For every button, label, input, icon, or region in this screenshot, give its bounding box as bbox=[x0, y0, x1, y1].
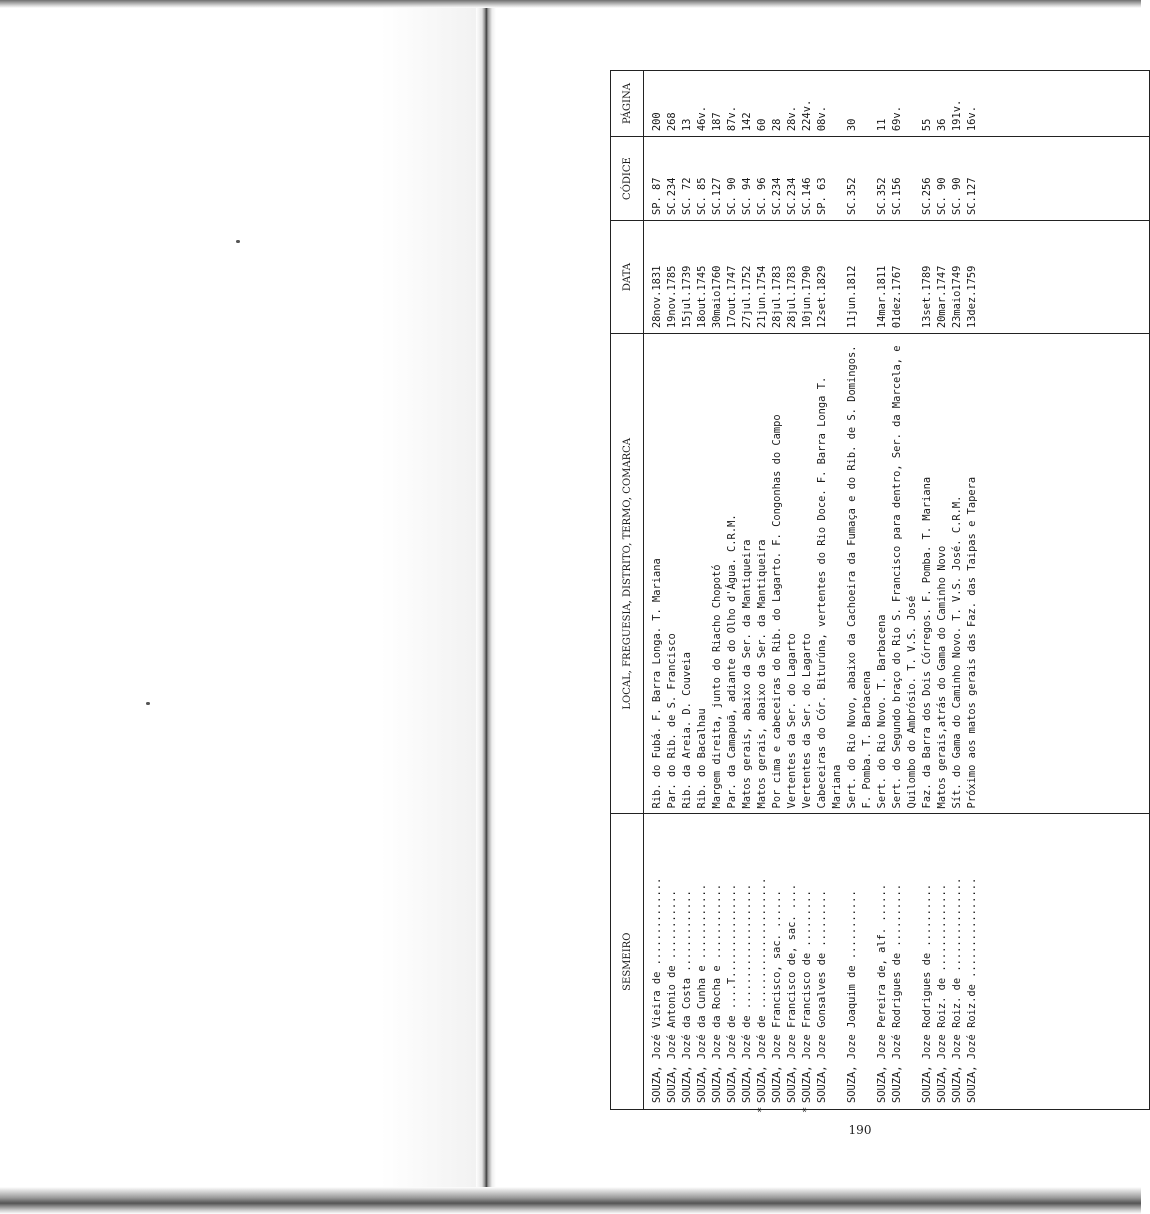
cell-codice: SC. 90 bbox=[935, 137, 950, 221]
cell-codice: SC.234 bbox=[770, 137, 785, 221]
cell-pagina: 187 bbox=[710, 71, 725, 137]
cell-pagina: 13 bbox=[680, 71, 695, 137]
cell-local: Cabeceiras do Cór. Biturúna, vertentes do Rio Doce. F. Barra Longa T. Mariana bbox=[815, 334, 845, 814]
filler-cell bbox=[980, 334, 1150, 814]
sesmeiro-text: SOUZA, Joze Francisco de ......... bbox=[801, 890, 813, 1103]
cell-codice: SC. 90 bbox=[950, 137, 965, 221]
cell-sesmeiro bbox=[770, 814, 785, 1110]
sesmeiro-text: SOUZA, Jozé Roiz.de ................ bbox=[966, 877, 978, 1103]
cell-local: Matos gerais,atrás do Gama do Caminho Novo bbox=[935, 334, 950, 814]
cell-sesmeiro bbox=[680, 814, 695, 1110]
row-asterisk-mark: * bbox=[801, 1106, 813, 1113]
cell-local: Matos gerais, abaixo da Ser. da Mantiqueira bbox=[740, 334, 755, 814]
filler-cell bbox=[980, 71, 1150, 137]
cell-local: Sít. do Gama do Caminho Novo. T. V.S. José. C.R.M. bbox=[950, 334, 965, 814]
cell-sesmeiro bbox=[740, 814, 755, 1110]
cell-data: 28jul.1783 bbox=[770, 221, 785, 334]
cell-sesmeiro bbox=[800, 814, 815, 1113]
cell-data: 10jun.1790 bbox=[800, 221, 815, 334]
header-sesmeiro: SESMEIRO bbox=[611, 814, 644, 1110]
scan-bottom-edge bbox=[0, 1187, 1141, 1214]
sesmeiro-text: SOUZA, Joze Roiz. de ............... bbox=[951, 877, 963, 1103]
cell-codice: SC.146 bbox=[800, 137, 815, 221]
sesmeiro-text: SOUZA, Jozé Vieira de .............. bbox=[651, 877, 663, 1103]
cell-local: Sert. do Rio Novo, abaixo da Cachoeira da Fumaça e do Rib. de S. Domingos. F. Pomba. T. Barbacena bbox=[845, 334, 875, 814]
cell-pagina: 46v. bbox=[695, 71, 710, 137]
cell-local: Por cima e cabeceiras do Rib. do Lagarto. F. Congonhas do Campo bbox=[770, 334, 785, 814]
table-filler-row bbox=[980, 71, 1150, 1110]
cell-sesmeiro bbox=[935, 814, 950, 1110]
sesmeiro-text: SOUZA, Joze da Rocha e ............ bbox=[711, 884, 723, 1103]
cell-codice: SC. 96 bbox=[755, 137, 770, 221]
sesmeiro-text: SOUZA, Jozé de .................... bbox=[741, 884, 753, 1103]
cell-data: 01dez.1767 bbox=[890, 221, 920, 334]
cell-data: 12set.1829 bbox=[815, 221, 845, 334]
cell-pagina: 55 bbox=[920, 71, 935, 137]
sesmeiro-text: SOUZA, Joze Francisco, sac. ...... bbox=[771, 890, 783, 1103]
scan-top-edge bbox=[0, 0, 1141, 8]
cell-pagina: 69v. bbox=[890, 71, 920, 137]
table-row bbox=[755, 71, 770, 1110]
cell-local: Faz. da Barra dos Dois Córregos. F. Pomba. T. Mariana bbox=[920, 334, 935, 814]
cell-sesmeiro bbox=[875, 814, 890, 1110]
cell-codice: SC.127 bbox=[710, 137, 725, 221]
cell-local: Vertentes da Ser. do Lagarto bbox=[785, 334, 800, 814]
sesmarias-table-rotated bbox=[610, 70, 1150, 1113]
cell-data: 13dez.1759 bbox=[965, 221, 980, 334]
cell-pagina: 60 bbox=[755, 71, 770, 137]
table-row bbox=[644, 71, 666, 1110]
sesmeiro-text: SOUZA, Joze Roiz. de .............. bbox=[936, 884, 948, 1103]
table-row bbox=[815, 71, 845, 1110]
sesmeiro-text: SOUZA, Jozé de ....T............... bbox=[726, 884, 738, 1103]
sesmeiro-text: SOUZA, Jozé da Cunha e ............ bbox=[696, 884, 708, 1103]
table-row bbox=[680, 71, 695, 1110]
cell-data: 27jul.1752 bbox=[740, 221, 755, 334]
cell-sesmeiro bbox=[695, 814, 710, 1110]
cell-codice: SC. 90 bbox=[725, 137, 740, 221]
sesmeiro-text: SOUZA, Joze Joaquim de ........... bbox=[846, 890, 858, 1103]
table-body bbox=[644, 71, 1150, 1113]
cell-sesmeiro bbox=[755, 814, 770, 1113]
sesmeiro-text: SOUZA, Jozé Rodrigues de .......... bbox=[891, 884, 903, 1103]
cell-sesmeiro bbox=[725, 814, 740, 1110]
cell-sesmeiro bbox=[785, 814, 800, 1110]
row-asterisk-mark: * bbox=[756, 1106, 768, 1113]
scan-speck bbox=[146, 702, 150, 705]
cell-pagina: 268 bbox=[665, 71, 680, 137]
scan-speck bbox=[236, 240, 240, 243]
cell-data: 14mar.1811 bbox=[875, 221, 890, 334]
table-row bbox=[665, 71, 680, 1110]
cell-sesmeiro bbox=[950, 814, 965, 1110]
filler-cell bbox=[980, 221, 1150, 334]
cell-pagina: 16v. bbox=[965, 71, 980, 137]
cell-pagina: 200 bbox=[644, 71, 666, 137]
sesmeiro-text: SOUZA, Joze Francisco de, sac. .... bbox=[786, 884, 798, 1103]
header-pagina: PÁGINA bbox=[611, 71, 644, 137]
cell-sesmeiro bbox=[710, 814, 725, 1110]
cell-pagina: 142 bbox=[740, 71, 755, 137]
header-codice: CÓDICE bbox=[611, 137, 644, 221]
cell-data: 17out.1747 bbox=[725, 221, 740, 334]
page-number: 190 bbox=[848, 1123, 872, 1137]
cell-codice: SC.127 bbox=[965, 137, 980, 221]
sesmeiro-text: SOUZA, Joze Pereira de, alf. ...... bbox=[876, 884, 888, 1103]
cell-data: 23maio1749 bbox=[950, 221, 965, 334]
sesmeiro-text: SOUZA, Jozé de ..................... bbox=[756, 877, 768, 1103]
table-row bbox=[845, 71, 875, 1110]
cell-data: 21jun.1754 bbox=[755, 221, 770, 334]
cell-codice: SC. 85 bbox=[695, 137, 710, 221]
cell-codice: SP. 63 bbox=[815, 137, 845, 221]
cell-data: 20mar.1747 bbox=[935, 221, 950, 334]
table-row bbox=[740, 71, 755, 1110]
cell-local: Próximo aos matos gerais das Faz. das Taipas e Tapera bbox=[965, 334, 980, 814]
cell-local: Par. do Rib. de S. Francisco bbox=[665, 334, 680, 814]
filler-cell bbox=[980, 137, 1150, 221]
cell-data: 11jun.1812 bbox=[845, 221, 875, 334]
cell-sesmeiro bbox=[815, 814, 845, 1110]
cell-sesmeiro bbox=[665, 814, 680, 1110]
header-local: LOCAL, FREGUESIA, DISTRITO, TERMO, COMARCA bbox=[611, 334, 644, 814]
table-row bbox=[920, 71, 935, 1110]
cell-codice: SC.234 bbox=[665, 137, 680, 221]
cell-local: Matos gerais, abaixo da Ser. da Mantiqueira bbox=[755, 334, 770, 814]
cell-local: Rib. do Fubá. F. Barra Longa. T. Mariana bbox=[644, 334, 666, 814]
sesmeiro-text: SOUZA, Jozé da Costa ............. bbox=[681, 890, 693, 1103]
cell-data: 19nov.1785 bbox=[665, 221, 680, 334]
cell-codice: SC. 94 bbox=[740, 137, 755, 221]
table-header-row bbox=[611, 71, 644, 1110]
cell-data: 30maio1760 bbox=[710, 221, 725, 334]
cell-data: 28jul.1783 bbox=[785, 221, 800, 334]
table-row bbox=[725, 71, 740, 1110]
table-row bbox=[800, 71, 815, 1110]
cell-local: Rib. do Bacalhau bbox=[695, 334, 710, 814]
cell-data: 15jul.1739 bbox=[680, 221, 695, 334]
filler-cell bbox=[980, 814, 1150, 1110]
sesmeiro-text: SOUZA, Joze Gonsalves de ......... bbox=[816, 890, 828, 1103]
table-row bbox=[890, 71, 920, 1110]
table-row bbox=[770, 71, 785, 1110]
cell-codice: SC. 72 bbox=[680, 137, 695, 221]
cell-local: Rib. da Areia. D. Couveia bbox=[680, 334, 695, 814]
cell-local: Margem direita, junto do Riacho Chopotó bbox=[710, 334, 725, 814]
cell-pagina: 87v. bbox=[725, 71, 740, 137]
sesmeiro-text: SOUZA, Joze Rodrigues de .......... bbox=[921, 884, 933, 1103]
sesmeiro-text: SOUZA, Jozé Antonio de ........... bbox=[666, 890, 678, 1103]
table-row bbox=[785, 71, 800, 1110]
cell-data: 18out.1745 bbox=[695, 221, 710, 334]
cell-pagina: 36 bbox=[935, 71, 950, 137]
cell-pagina: 30 bbox=[845, 71, 875, 137]
table-row bbox=[950, 71, 965, 1110]
cell-codice: SC.256 bbox=[920, 137, 935, 221]
cell-pagina: 28v. bbox=[785, 71, 800, 137]
cell-codice: SC.352 bbox=[875, 137, 890, 221]
table-row bbox=[965, 71, 980, 1110]
cell-pagina: 224v. bbox=[800, 71, 815, 137]
table-row bbox=[875, 71, 890, 1110]
cell-codice: SC.234 bbox=[785, 137, 800, 221]
cell-local: Vertentes da Ser. do Lagarto bbox=[800, 334, 815, 814]
cell-pagina: 08v. bbox=[815, 71, 845, 137]
cell-sesmeiro bbox=[965, 814, 980, 1110]
header-data: DATA bbox=[611, 221, 644, 334]
cell-pagina: 191v. bbox=[950, 71, 965, 137]
table-row bbox=[710, 71, 725, 1110]
cell-data: 13set.1789 bbox=[920, 221, 935, 334]
cell-pagina: 28 bbox=[770, 71, 785, 137]
cell-sesmeiro bbox=[644, 814, 666, 1110]
cell-sesmeiro bbox=[920, 814, 935, 1110]
cell-sesmeiro bbox=[845, 814, 875, 1110]
sesmarias-table bbox=[610, 70, 1150, 1113]
book-gutter bbox=[476, 0, 496, 1214]
cell-sesmeiro bbox=[890, 814, 920, 1110]
cell-local: Sert. do Rio Novo. T. Barbacena bbox=[875, 334, 890, 814]
left-page bbox=[0, 0, 476, 1214]
cell-codice: SC.352 bbox=[845, 137, 875, 221]
cell-local: Sert. do Segundo braço do Rio S. Francisco para dentro, Ser. da Marcela, e Quilombo do Ambrósio. T. V.S. José bbox=[890, 334, 920, 814]
table-row bbox=[695, 71, 710, 1110]
cell-codice: SC.156 bbox=[890, 137, 920, 221]
table-row bbox=[935, 71, 950, 1110]
cell-pagina: 11 bbox=[875, 71, 890, 137]
cell-data: 28nov.1831 bbox=[644, 221, 666, 334]
cell-codice: SP. 87 bbox=[644, 137, 666, 221]
cell-local: Par. da Camapuã, adiante do Olho d'Água. C.R.M. bbox=[725, 334, 740, 814]
